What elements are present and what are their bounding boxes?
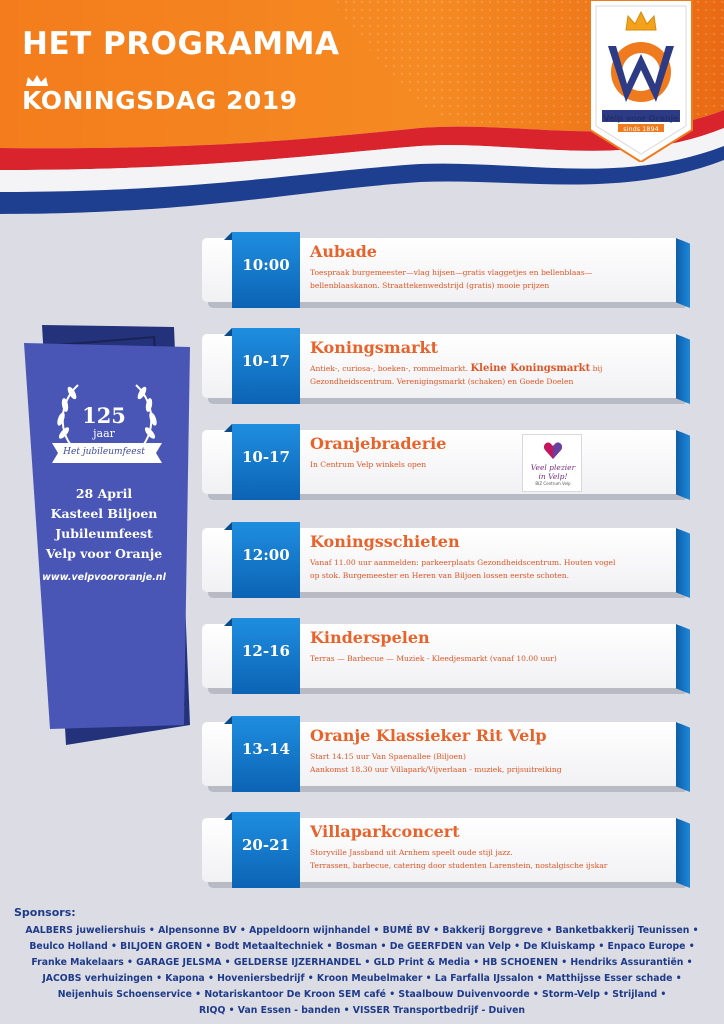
event-koningsmarkt xyxy=(202,334,690,406)
event-time: 10:00 xyxy=(242,256,290,274)
event-title: Aubade xyxy=(310,242,377,261)
page-subtitle: KONINGSDAG 2019 xyxy=(22,86,298,115)
sponsor-logo-text: Veel plezier in Velp! xyxy=(530,463,576,481)
desc-text: Antiek-, curiosa-, boeken-, rommelmarkt. xyxy=(310,364,471,373)
event-aubade xyxy=(202,238,690,310)
event-kinderspelen xyxy=(202,624,690,696)
sponsor-line: Beulco Holland • BILJOEN GROEN • Bodt Metaaltechniek • Bosman • De GEERFDEN van Velp • De Kluiskamp • Enpaco Europe • xyxy=(29,941,695,952)
desc-line: In Centrum Velp winkels open xyxy=(310,460,427,469)
card-accent xyxy=(676,334,690,404)
velp-voor-oranje-logo xyxy=(588,0,694,162)
event-description xyxy=(310,362,670,388)
sponsor-logo-sub: BIZ Centrum Velp xyxy=(535,481,571,486)
jubilee-event: Jubileumfeest xyxy=(55,526,153,541)
desc-line: Vanaf 11.00 uur aanmelden: parkeerplaats Gezondheidscentrum. Houten vogel xyxy=(310,558,616,567)
page-title: HET PROGRAMMA xyxy=(22,26,340,62)
desc-line xyxy=(310,362,670,375)
event-title: Koningsschieten xyxy=(310,532,460,551)
jubilee-number: 125 xyxy=(82,403,126,428)
heart-icon xyxy=(543,441,563,461)
desc-line: Terrassen, barbecue, catering door studenten Larenstein, nostalgische ijskar xyxy=(310,861,608,870)
desc-line: Storyville Jassband uit Arnhem speelt oude stijl jazz. xyxy=(310,848,513,857)
sponsor-line: Franke Makelaars • GARAGE JELSMA • GELDERSE IJZERHANDEL • GLD Print & Media • HB SCHOENEN • Hendriks Assurantiën • xyxy=(31,957,693,968)
event-description xyxy=(310,652,670,665)
jubilee-jaar: jaar xyxy=(93,427,115,440)
logo-name: Velp voor Oranje xyxy=(603,114,679,123)
event-description xyxy=(310,266,670,292)
event-description xyxy=(310,458,670,471)
desc-highlight: Kleine Koningsmarkt xyxy=(470,363,591,374)
jubilee-venue: Kasteel Biljoen xyxy=(50,506,158,521)
desc-line: Gezondheidscentrum. Verenigingsmarkt (schaken) en Goede Doelen xyxy=(310,377,574,386)
event-time: 10-17 xyxy=(242,352,290,370)
logo-since: sinds 1894 xyxy=(623,125,659,133)
event-description xyxy=(310,556,670,582)
card-accent xyxy=(676,238,690,308)
jubilee-date: 28 April xyxy=(75,486,133,501)
event-time: 12-16 xyxy=(242,642,290,660)
event-time: 13-14 xyxy=(242,740,290,758)
desc-text: bij xyxy=(590,364,603,373)
event-time: 10-17 xyxy=(242,448,290,466)
sponsor-line: JACOBS verhuizingen • Kapona • Hoveniersbedrijf • Kroon Meubelmaker • La Farfalla IJssalon • Matthijsse Esser schade • xyxy=(42,973,682,984)
card-accent xyxy=(676,528,690,598)
desc-line: Toespraak burgemeester—vlag hijsen—gratis vlaggetjes en bellenblaas— xyxy=(310,268,593,277)
event-villaparkconcert xyxy=(202,818,690,890)
card-accent xyxy=(676,430,690,500)
event-oranjebraderie xyxy=(202,430,690,502)
jubilee-ribbon-text: Het jubileumfeest xyxy=(63,447,145,457)
sponsor-line: Neijenhuis Schoenservice • Notariskantoor De Kroon SEM café • Staalbouw Duivenvoorde • Storm-Velp • Strijland • xyxy=(57,989,667,1000)
event-description xyxy=(310,846,670,872)
event-title: Kinderspelen xyxy=(310,628,430,647)
card-accent xyxy=(676,722,690,792)
biz-centrum-velp-logo xyxy=(522,434,582,492)
event-title: Oranje Klassieker Rit Velp xyxy=(310,726,547,745)
sponsor-line: AALBERS juweliershuis • Alpensonne BV • Appeldoorn wijnhandel • BUMÉ BV • Bakkerij Borggreve • Banketbakkerij Teunissen • xyxy=(25,925,699,936)
desc-line: op stok. Burgemeester en Heren van Biljoen lossen eerste schoten. xyxy=(310,571,570,580)
desc-line: bellenblaaskanon. Straattekenwedstrijd (gratis) mooie prijzen xyxy=(310,281,550,290)
card-accent xyxy=(676,624,690,694)
event-description xyxy=(310,750,670,776)
event-koningsschieten xyxy=(202,528,690,600)
event-title: Koningsmarkt xyxy=(310,338,438,357)
event-time: 20-21 xyxy=(242,836,290,854)
desc-line: Terras — Barbecue — Muziek - Kleedjesmarkt (vanaf 10.00 uur) xyxy=(310,654,557,663)
sponsors-heading: Sponsors: xyxy=(14,906,76,919)
event-oranje-klassieker-rit xyxy=(202,722,690,794)
desc-line: Aankomst 18.30 uur Villapark/Vijverlaan - muziek, prijsuitreiking xyxy=(310,765,562,774)
jubilee-org: Velp voor Oranje xyxy=(45,546,163,561)
event-title: Oranjebraderie xyxy=(310,434,447,453)
card-accent xyxy=(676,818,690,888)
sponsor-line: RIQQ • Van Essen - banden • VISSER Transportbedrijf - Duiven xyxy=(198,1005,526,1016)
desc-line: Start 14.15 uur Van Spaenallee (Biljoen) xyxy=(310,752,466,761)
event-time: 12:00 xyxy=(242,546,290,564)
jubilee-url[interactable]: www.velpvoororanje.nl xyxy=(42,572,166,583)
event-title: Villaparkconcert xyxy=(310,822,460,841)
